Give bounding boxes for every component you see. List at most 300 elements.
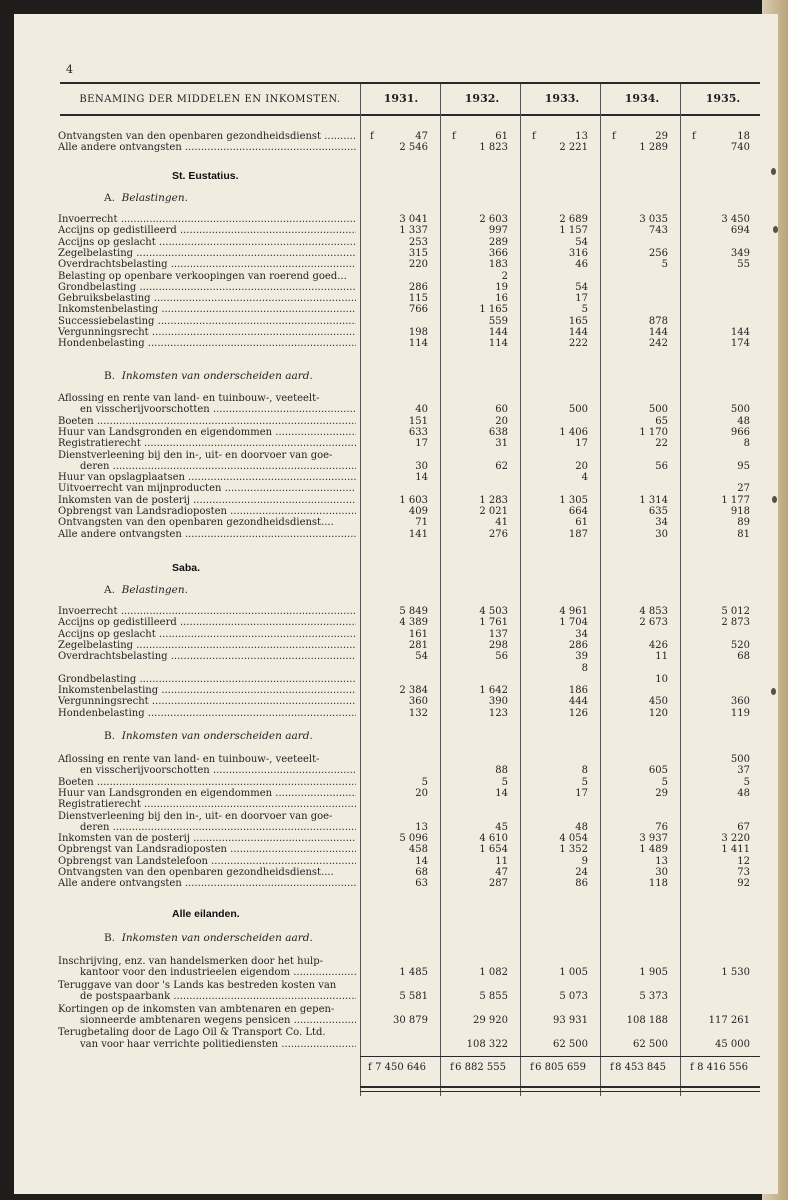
value-cell: 500 (648, 404, 668, 416)
value-cell: 450 (648, 696, 668, 708)
value-cell: 500 (568, 404, 588, 416)
value-cell: 1 165 (479, 304, 508, 316)
value-cell: 2 221 (559, 142, 588, 154)
year-header-4: 1935. (705, 92, 741, 105)
subsection-title (104, 932, 313, 944)
value-cell: 13 (655, 855, 668, 867)
row-label: Alle andere ontvangsten ..... (58, 878, 356, 889)
row-label: Invoerrecht ..... (58, 214, 356, 225)
subsection-name: Inkomsten van onderscheiden aard. (121, 932, 313, 944)
row-label: Boeten ..... (58, 777, 356, 788)
currency-symbol: f (612, 131, 616, 142)
value-cell: 86 (575, 878, 588, 890)
value-cell: 287 (488, 878, 508, 890)
value-cell: 1 704 (559, 617, 588, 629)
value-cell: 1 177 (721, 494, 750, 506)
value-cell: 5 (581, 776, 588, 788)
value-cell: 5 (421, 776, 428, 788)
header-top-rule (60, 82, 760, 84)
value-cell: 4 503 (479, 606, 508, 617)
value-cell: 638 (488, 426, 508, 438)
currency-symbol: f (692, 131, 696, 142)
value-cell: 89 (737, 517, 750, 529)
column-divider (360, 84, 361, 1096)
value-cell: 289 (488, 236, 508, 248)
value-cell: 13 (415, 821, 428, 833)
value-cell: 55 (737, 259, 750, 271)
row-label: deren ..... (80, 461, 356, 472)
value-cell: 34 (575, 628, 588, 640)
value-cell: 1 603 (399, 494, 428, 506)
value-cell: 20 (575, 460, 588, 472)
value-cell: 22 (655, 438, 668, 450)
value-cell: 9 (581, 855, 588, 867)
value-cell: 4 389 (399, 617, 428, 629)
row-label: Teruggave van door 's Lands kas bestreden kosten van (58, 979, 337, 991)
value-cell: 67 (737, 821, 750, 833)
year-header-2: 1933. (544, 92, 580, 105)
value-cell: 1 823 (479, 142, 508, 154)
value-cell: 633 (408, 426, 428, 438)
value-cell: 500 (730, 754, 750, 765)
value-cell: 4 853 (639, 606, 668, 617)
value-cell: 123 (488, 707, 508, 719)
value-cell: 68 (737, 651, 750, 663)
value-cell: 30 (655, 867, 668, 878)
value-cell: 1 337 (399, 225, 428, 237)
value-cell: 34 (655, 517, 668, 529)
value-cell: 878 (648, 315, 668, 327)
currency-symbol: f (690, 1062, 694, 1073)
value-cell: 48 (575, 821, 588, 833)
row-label: van voor haar verrichte politiediensten ..... (80, 1039, 356, 1050)
currency-symbol: f (370, 131, 374, 142)
row-label: Hondenbelasting ..... (58, 708, 356, 719)
value-cell: 37 (737, 765, 750, 777)
row-label: Aflossing en rente van land- en tuinbouw-, veeteelt- (58, 393, 320, 404)
value-cell: 161 (408, 628, 428, 640)
row-label: Alle andere ontvangsten ..... (58, 142, 356, 153)
value-cell: 17 (575, 438, 588, 450)
total-cell: 8 453 845 (615, 1062, 666, 1073)
row-label: Ontvangsten van den openbaren gezondheidsdienst.... (58, 517, 334, 529)
row-label: Aflossing en rente van land- en tuinbouw-, veeteelt- (58, 754, 320, 765)
column-divider (520, 84, 521, 1096)
value-cell: 366 (488, 247, 508, 259)
value-cell: 1 485 (399, 967, 428, 979)
value-cell: 20 (495, 415, 508, 427)
value-cell: 5 581 (399, 991, 428, 1003)
row-label: Invoerrecht ..... (58, 606, 356, 617)
value-cell: 126 (568, 707, 588, 719)
value-cell: 966 (730, 426, 750, 438)
value-cell: 3 041 (399, 214, 428, 225)
value-cell: 5 855 (479, 991, 508, 1003)
value-cell: 56 (495, 651, 508, 663)
row-label: Accijns op gedistilleerd ..... (58, 617, 356, 628)
row-label: Inschrijving, enz. van handelsmerken door het hulp- (58, 956, 323, 967)
value-cell: 1 005 (559, 967, 588, 979)
value-cell: 40 (415, 404, 428, 416)
total-cell: 6 805 659 (535, 1062, 586, 1073)
paper-spot (771, 688, 776, 695)
subsection-title (104, 584, 188, 596)
value-cell: 81 (737, 528, 750, 540)
value-cell: 95 (737, 460, 750, 472)
row-label: Huur van Landsgronden en eigendommen ..... (58, 427, 356, 438)
value-cell: 1 082 (479, 967, 508, 979)
value-cell: 5 (661, 259, 668, 271)
value-cell: 61 (495, 131, 508, 142)
row-label: Belasting op openbare verkoopingen van roerend goed... (58, 270, 347, 282)
value-cell: 222 (568, 338, 588, 350)
value-cell: 60 (495, 404, 508, 416)
value-cell: 12 (737, 855, 750, 867)
value-cell: 17 (575, 293, 588, 305)
row-label: Uitvoerrecht van mijnproducten ..... (58, 483, 356, 494)
value-cell: 24 (575, 867, 588, 878)
value-cell: 349 (730, 247, 750, 259)
value-cell: 27 (737, 483, 750, 495)
subsection-name: Belastingen. (121, 192, 188, 204)
paper-spot (771, 168, 776, 175)
value-cell: 14 (415, 472, 428, 484)
year-header-0: 1931. (383, 92, 419, 105)
currency-symbol: f (368, 1062, 372, 1073)
value-cell: 144 (568, 327, 588, 338)
value-cell: 115 (408, 293, 428, 305)
value-cell: 2 384 (399, 685, 428, 697)
value-cell: 29 (655, 787, 668, 799)
value-cell: 4 054 (559, 833, 588, 845)
value-cell: 360 (730, 696, 750, 708)
value-cell: 54 (575, 281, 588, 293)
value-cell: 54 (415, 651, 428, 663)
value-cell: 73 (737, 867, 750, 878)
value-cell: 30 (655, 528, 668, 540)
value-cell: 5 (581, 304, 588, 316)
value-cell: 997 (488, 225, 508, 237)
value-cell: 5 849 (399, 606, 428, 617)
value-cell: 286 (568, 639, 588, 651)
row-label: en visscherijvoorschotten ..... (80, 404, 356, 415)
value-cell: 1 411 (721, 844, 750, 856)
value-cell: 3 220 (721, 833, 750, 845)
value-cell: 1 283 (479, 494, 508, 506)
value-cell: 29 920 (473, 1014, 508, 1026)
value-cell: 500 (730, 404, 750, 416)
row-label: Zegelbelasting ..... (58, 640, 356, 651)
value-cell: 137 (488, 628, 508, 640)
row-label: Inkomsten van de posterij ..... (58, 833, 356, 844)
value-cell: 31 (495, 438, 508, 450)
subsection-title (104, 370, 313, 382)
value-cell: 1 170 (639, 426, 668, 438)
value-cell: 1 489 (639, 844, 668, 856)
value-cell: 63 (415, 878, 428, 890)
value-cell: 298 (488, 639, 508, 651)
value-cell: 2 (501, 270, 508, 282)
row-label: Vergunningsrecht ..... (58, 327, 356, 338)
value-cell: 740 (730, 142, 750, 154)
value-cell: 114 (488, 338, 508, 350)
subsection-name: Inkomsten van onderscheiden aard. (121, 370, 313, 382)
value-cell: 664 (568, 506, 588, 517)
total-bottom-rule (360, 1091, 760, 1092)
row-label: Inkomstenbelasting ..... (58, 685, 356, 696)
value-cell: 286 (408, 281, 428, 293)
row-label: Zegelbelasting ..... (58, 248, 356, 259)
row-label: Accijns op geslacht ..... (58, 237, 356, 248)
column-divider (440, 84, 441, 1096)
value-cell: 5 (661, 776, 668, 788)
value-cell: 409 (408, 506, 428, 517)
row-label: Inkomsten van de posterij ..... (58, 495, 356, 506)
value-cell: 3 937 (639, 833, 668, 845)
value-cell: 119 (730, 707, 750, 719)
value-cell: 2 603 (479, 214, 508, 225)
value-cell: 1 642 (479, 685, 508, 697)
row-label: Accijns op geslacht ..... (58, 629, 356, 640)
value-cell: 117 261 (708, 1014, 750, 1026)
value-cell: 62 500 (553, 1038, 588, 1050)
value-cell: 281 (408, 639, 428, 651)
value-cell: 18 (737, 131, 750, 142)
value-cell: 2 021 (479, 506, 508, 517)
value-cell: 315 (408, 247, 428, 259)
value-cell: 5 012 (721, 606, 750, 617)
row-label: Overdrachtsbelasting ..... (58, 259, 356, 270)
total-top-rule (360, 1056, 760, 1057)
value-cell: 256 (648, 247, 668, 259)
value-cell: 1 157 (559, 225, 588, 237)
value-cell: 8 (743, 438, 750, 450)
value-cell: 426 (648, 639, 668, 651)
value-cell: 108 322 (466, 1038, 508, 1050)
section-title: Alle eilanden. (172, 908, 240, 920)
row-label: Boeten ..... (58, 416, 356, 427)
row-label: Inkomstenbelasting ..... (58, 304, 356, 315)
value-cell: 3 450 (721, 214, 750, 225)
value-cell: 92 (737, 878, 750, 890)
subsection-letter: B. (104, 370, 116, 382)
value-cell: 1 314 (639, 494, 668, 506)
value-cell: 62 (495, 460, 508, 472)
value-cell: 1 654 (479, 844, 508, 856)
header-label: BENAMING DER MIDDELEN EN INKOMSTEN. (79, 94, 341, 105)
value-cell: 8 (581, 765, 588, 777)
value-cell: 14 (415, 855, 428, 867)
value-cell: 54 (575, 236, 588, 248)
value-cell: 45 000 (715, 1038, 750, 1050)
value-cell: 390 (488, 696, 508, 708)
value-cell: 30 (415, 460, 428, 472)
value-cell: 1 305 (559, 494, 588, 506)
value-cell: 48 (737, 787, 750, 799)
total-cell: 7 450 646 (375, 1062, 426, 1073)
value-cell: 276 (488, 528, 508, 540)
year-header-1: 1932. (464, 92, 500, 105)
row-label: Opbrengst van Landsradioposten ..... (58, 506, 356, 517)
row-label: kantoor voor den industrieelen eigendom ..... (80, 967, 356, 978)
row-label: Opbrengst van Landsradioposten ..... (58, 844, 356, 855)
row-label: Terugbetaling door de Lago Oil & Transport Co. Ltd. (58, 1027, 326, 1039)
value-cell: 114 (408, 338, 428, 350)
value-cell: 65 (655, 415, 668, 427)
value-cell: 144 (730, 327, 750, 338)
value-cell: 1 352 (559, 844, 588, 856)
row-label: sionneerde ambtenaren wegens pensicen ..... (80, 1015, 356, 1026)
row-label: en visscherijvoorschotten ..... (80, 765, 356, 776)
row-label: Registratierecht ..... (58, 438, 356, 449)
value-cell: 316 (568, 247, 588, 259)
value-cell: 68 (415, 867, 428, 878)
year-header-3: 1934. (624, 92, 660, 105)
currency-symbol: f (450, 1062, 454, 1073)
value-cell: 1 289 (639, 142, 668, 154)
value-cell: 20 (415, 787, 428, 799)
value-cell: 118 (648, 878, 668, 890)
value-cell: 2 873 (721, 617, 750, 629)
row-label: Dienstverleening bij den in-, uit- en doorvoer van goe- (58, 810, 333, 822)
row-label: Kortingen op de inkomsten van ambtenaren en gepen- (58, 1003, 335, 1015)
row-label: Grondbelasting ..... (58, 282, 356, 293)
value-cell: 4 610 (479, 833, 508, 845)
row-label: Overdrachtsbelasting ..... (58, 651, 356, 662)
row-label: Successiebelasting ..... (58, 316, 356, 327)
value-cell: 1 530 (721, 967, 750, 979)
value-cell: 694 (730, 225, 750, 237)
value-cell: 2 673 (639, 617, 668, 629)
section-title: Saba. (172, 562, 201, 574)
value-cell: 88 (495, 765, 508, 777)
value-cell: 186 (568, 685, 588, 697)
value-cell: 5 096 (399, 833, 428, 845)
row-label: Gebruiksbelasting ..... (58, 293, 356, 304)
value-cell: 5 (743, 776, 750, 788)
column-divider (680, 84, 681, 1096)
value-cell: 5 073 (559, 991, 588, 1003)
value-cell: 120 (648, 707, 668, 719)
value-cell: 17 (415, 438, 428, 450)
value-cell: 2 689 (559, 214, 588, 225)
section-title: St. Eustatius. (172, 170, 239, 182)
value-cell: 174 (730, 338, 750, 350)
paper-spot (772, 496, 777, 503)
value-cell: 47 (415, 131, 428, 142)
value-cell: 635 (648, 506, 668, 517)
value-cell: 5 373 (639, 991, 668, 1003)
value-cell: 11 (495, 855, 508, 867)
value-cell: 4 (581, 472, 588, 484)
value-cell: 76 (655, 821, 668, 833)
value-cell: 3 035 (639, 214, 668, 225)
row-label: Vergunningsrecht ..... (58, 696, 356, 707)
value-cell: 13 (575, 131, 588, 142)
row-label: Hondenbelasting ..... (58, 338, 356, 349)
value-cell: 17 (575, 787, 588, 799)
value-cell: 5 (501, 776, 508, 788)
subsection-letter: A. (104, 192, 115, 204)
subsection-title (104, 192, 188, 204)
value-cell: 45 (495, 821, 508, 833)
value-cell: 559 (488, 315, 508, 327)
value-cell: 1 761 (479, 617, 508, 629)
value-cell: 11 (655, 651, 668, 663)
value-cell: 151 (408, 415, 428, 427)
subsection-title (104, 730, 313, 742)
value-cell: 144 (648, 327, 668, 338)
total-cell: 8 416 556 (697, 1062, 748, 1073)
value-cell: 242 (648, 338, 668, 350)
value-cell: 4 961 (559, 606, 588, 617)
row-label: Grondbelasting ..... (58, 674, 356, 685)
value-cell: 14 (495, 787, 508, 799)
value-cell: 520 (730, 639, 750, 651)
row-label: Registratierecht ..... (58, 799, 356, 810)
value-cell: 30 879 (393, 1014, 428, 1026)
page-number: 4 (66, 63, 73, 76)
value-cell: 187 (568, 528, 588, 540)
value-cell: 141 (408, 528, 428, 540)
value-cell: 39 (575, 651, 588, 663)
row-label: Opbrengst van Landstelefoon ..... (58, 856, 356, 867)
subsection-letter: B. (104, 730, 116, 742)
value-cell: 458 (408, 844, 428, 856)
value-cell: 62 500 (633, 1038, 668, 1050)
value-cell: 918 (730, 506, 750, 517)
value-cell: 605 (648, 765, 668, 777)
value-cell: 144 (488, 327, 508, 338)
value-cell: 29 (655, 131, 668, 142)
value-cell: 61 (575, 517, 588, 529)
row-label: deren ..... (80, 822, 356, 833)
value-cell: 444 (568, 696, 588, 708)
paper-spot (773, 226, 778, 233)
value-cell: 198 (408, 327, 428, 338)
value-cell: 46 (575, 259, 588, 271)
value-cell: 71 (415, 517, 428, 529)
currency-symbol: f (610, 1062, 614, 1073)
value-cell: 93 931 (553, 1014, 588, 1026)
value-cell: 165 (568, 315, 588, 327)
subsection-letter: B. (104, 932, 116, 944)
value-cell: 47 (495, 867, 508, 878)
value-cell: 108 188 (626, 1014, 668, 1026)
value-cell: 10 (655, 673, 668, 685)
currency-symbol: f (452, 131, 456, 142)
row-label: Accijns op gedistilleerd ..... (58, 225, 356, 236)
currency-symbol: f (532, 131, 536, 142)
total-bottom-rule (360, 1086, 760, 1088)
row-label: Alle andere ontvangsten ..... (58, 529, 356, 540)
value-cell: 183 (488, 259, 508, 271)
subsection-name: Belastingen. (121, 584, 188, 596)
value-cell: 220 (408, 259, 428, 271)
value-cell: 16 (495, 293, 508, 305)
value-cell: 132 (408, 707, 428, 719)
subsection-name: Inkomsten van onderscheiden aard. (121, 730, 313, 742)
value-cell: 2 546 (399, 142, 428, 154)
total-cell: 6 882 555 (455, 1062, 506, 1073)
value-cell: 743 (648, 225, 668, 237)
row-label: de postspaarbank ..... (80, 991, 356, 1002)
row-label: Huur van opslagplaatsen ..... (58, 472, 356, 483)
row-label: Dienstverleening bij den in-, uit- en doorvoer van goe- (58, 449, 333, 461)
value-cell: 48 (737, 415, 750, 427)
row-label: Huur van Landsgronden en eigendommen ..... (58, 788, 356, 799)
column-divider (600, 84, 601, 1096)
